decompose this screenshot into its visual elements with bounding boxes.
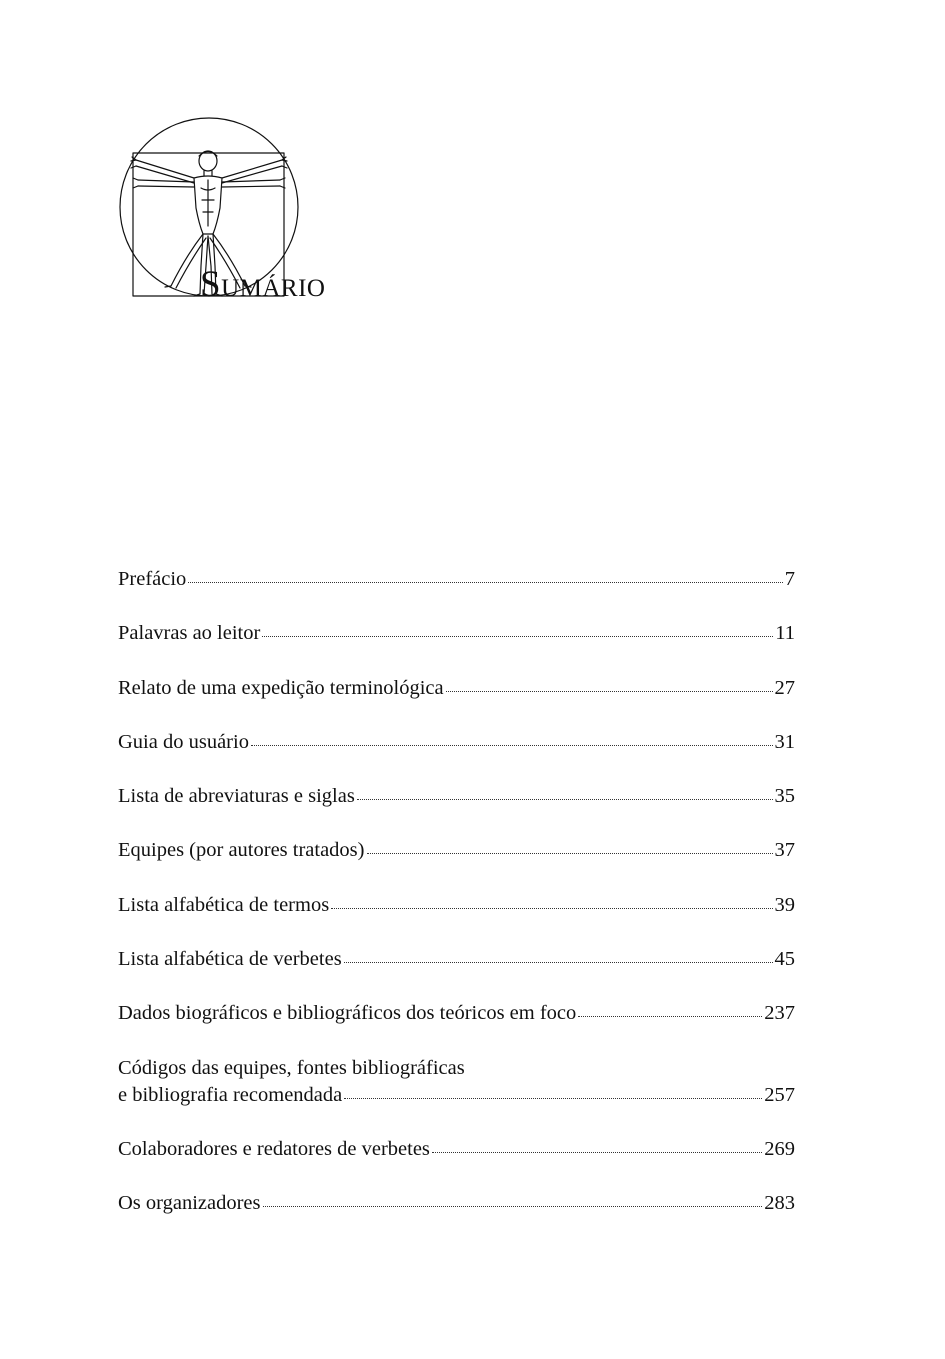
toc-entry-label: Palavras ao leitor [118,622,261,645]
title-initial: S [200,264,222,305]
toc-entry-page: 269 [764,1137,795,1160]
toc-entry-page: 237 [764,1002,795,1025]
toc-entry-label-line1: Códigos das equipes, fontes bibliográficas [118,1056,465,1079]
toc-entry[interactable] [118,566,795,593]
toc-entry[interactable] [118,675,795,702]
toc-entry[interactable] [118,1000,795,1027]
toc-entry[interactable] [118,729,795,756]
table-of-contents [118,566,795,1245]
toc-entry-page: 257 [764,1083,795,1106]
dot-leader [331,908,772,909]
dot-leader [432,1152,762,1153]
dot-leader [446,691,773,692]
page-title [200,266,325,303]
dot-leader [344,1098,762,1099]
toc-entry-page: 45 [774,948,795,971]
dot-leader [262,636,773,637]
toc-entry-label: e bibliografia recomendada [118,1083,343,1106]
dot-leader [367,853,773,854]
toc-entry-page: 27 [774,676,795,699]
dot-leader [344,962,773,963]
dot-leader [263,1206,763,1207]
toc-entry-label: Lista de abreviaturas e siglas [118,785,355,808]
toc-entry-label: Guia do usuário [118,730,249,753]
toc-entry-label: Prefácio [118,568,187,590]
toc-entry-label: Colaboradores e redatores de verbetes [118,1137,430,1160]
dot-leader [188,582,782,583]
toc-entry-label: Relato de uma expedição terminológica [118,676,444,699]
toc-entry-label: Equipes (por autores tratados) [118,839,365,862]
toc-entry-page: 39 [774,893,795,916]
toc-entry[interactable] [118,1136,795,1163]
toc-entry[interactable] [118,783,795,810]
dot-leader [251,745,773,746]
toc-entry[interactable] [118,892,795,919]
toc-entry-label: Lista alfabética de verbetes [118,948,342,971]
toc-entry-page: 283 [764,1192,795,1215]
title-rest: UMÁRIO [221,275,326,302]
dot-leader [578,1016,762,1017]
toc-entry-page: 35 [774,785,795,808]
toc-entry-label: Os organizadores [118,1192,261,1215]
toc-entry-label: Dados biográficos e bibliográficos dos teóricos em foco [118,1002,577,1025]
toc-entry-page: 31 [774,730,795,753]
toc-entry-page: 37 [774,839,795,862]
toc-entry[interactable] [118,946,795,973]
toc-entry[interactable] [118,1055,795,1109]
toc-entry[interactable] [118,837,795,864]
toc-entry[interactable] [118,620,795,647]
dot-leader [357,799,773,800]
toc-entry-label: Lista alfabética de termos [118,893,330,916]
toc-entry-page: 7 [784,568,795,590]
toc-entry-page: 11 [775,622,795,645]
toc-entry[interactable] [118,1190,795,1217]
